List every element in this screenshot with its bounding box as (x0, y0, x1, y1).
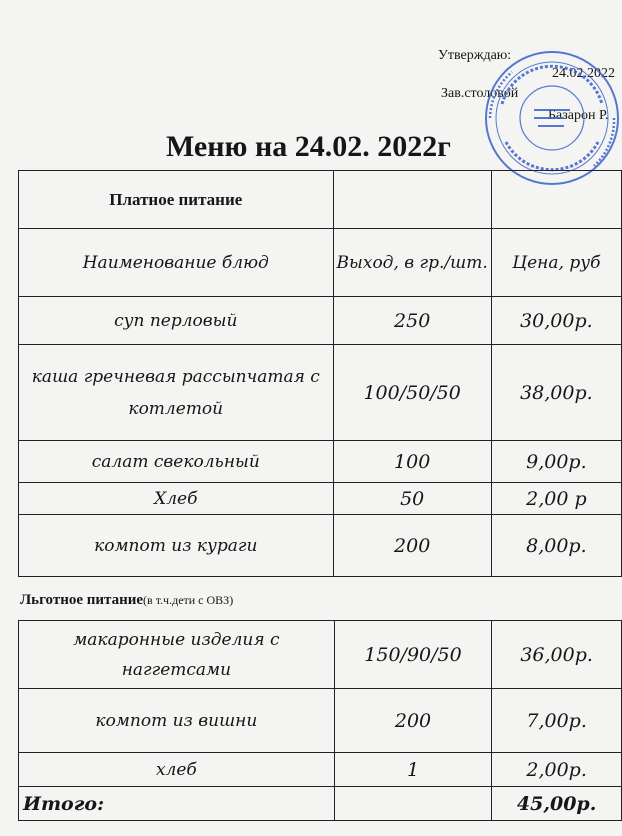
dish-name: компот из вишни (19, 689, 335, 753)
table-row (19, 345, 622, 441)
dish-price: 36,00р. (492, 621, 622, 689)
total-value: 45,00р. (492, 787, 622, 821)
dish-output: 250 (333, 297, 491, 345)
dish-output: 200 (333, 515, 491, 577)
dish-name: салат свекольный (19, 441, 334, 483)
dish-name: каша гречневая рассыпчатая с котлетой (19, 345, 334, 441)
dish-name: хлеб (19, 753, 335, 787)
dish-price: 2,00р. (492, 753, 622, 787)
dish-price: 7,00р. (492, 689, 622, 753)
table-row (19, 483, 622, 515)
table-row (19, 689, 622, 753)
approval-date: 24.02.2022 (552, 66, 615, 81)
approval-position: Зав.столовой (441, 86, 519, 101)
dish-output: 100 (333, 441, 491, 483)
dish-output: 200 (334, 689, 491, 753)
table-row (19, 621, 622, 689)
column-header-price: Цена, руб (491, 229, 621, 297)
table-row (19, 753, 622, 787)
dish-price: 30,00р. (491, 297, 621, 345)
empty-cell (491, 171, 621, 229)
dish-name: суп перловый (19, 297, 334, 345)
benefit-heading-note: (в т.ч.дети с ОВЗ) (143, 593, 234, 607)
dish-name: Хлеб (19, 483, 334, 515)
dish-name: макаронные изделия с наггетсами (19, 621, 335, 689)
table-row (19, 441, 622, 483)
empty-cell (333, 171, 491, 229)
dish-output: 100/50/50 (333, 345, 491, 441)
dish-price: 38,00р. (491, 345, 621, 441)
dish-output: 50 (333, 483, 491, 515)
column-header-name: Наименование блюд (19, 229, 334, 297)
dish-price: 9,00р. (491, 441, 621, 483)
benefit-heading-text: Льготное питание (20, 592, 144, 608)
table-row (19, 515, 622, 577)
total-label: Итого: (19, 787, 335, 821)
approval-name: Базарон Р. (548, 108, 609, 123)
dish-name: компот из кураги (19, 515, 334, 577)
column-header-row (19, 229, 622, 297)
total-row (19, 787, 622, 821)
paid-menu-table (18, 170, 622, 577)
benefit-menu-table (18, 620, 622, 821)
approval-label: Утверждаю: (438, 48, 512, 63)
benefit-section-heading (20, 592, 233, 609)
paid-section-heading: Платное питание (19, 171, 334, 229)
empty-cell (334, 787, 491, 821)
dish-price: 8,00р. (491, 515, 621, 577)
section-header-row (19, 171, 622, 229)
dish-price: 2,00 р (491, 483, 621, 515)
dish-output: 1 (334, 753, 491, 787)
column-header-output: Выход, в гр./шт. (333, 229, 491, 297)
dish-output: 150/90/50 (334, 621, 491, 689)
page-title: Меню на 24.02. 2022г (166, 130, 451, 163)
table-row (19, 297, 622, 345)
